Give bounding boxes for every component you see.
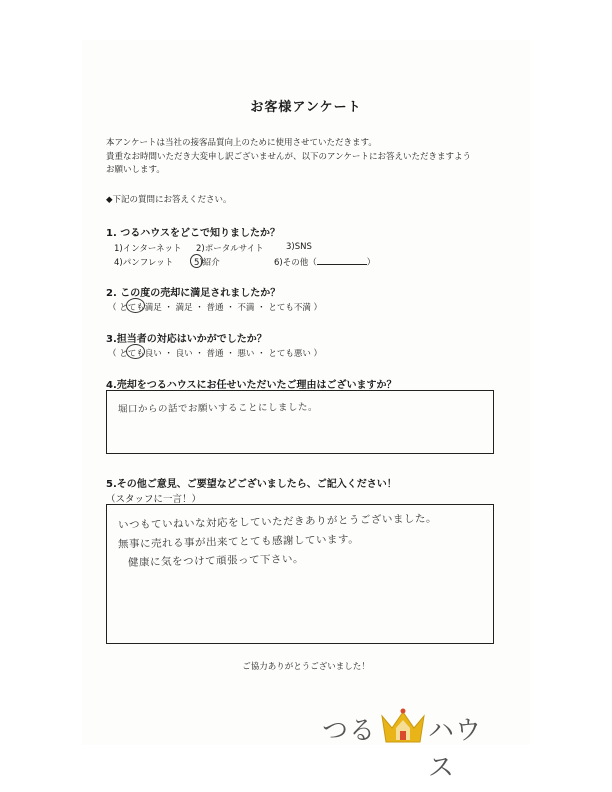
- survey-intro: [106, 137, 516, 178]
- q1-selection-circle: [190, 254, 203, 268]
- intro-line-3: お願いします。: [106, 165, 165, 175]
- company-logo: [318, 704, 498, 783]
- question-4: 4.売却をつるハウスにお任せいただいたご理由はございますか？: [106, 380, 397, 391]
- q1-option-referral[interactable]: 5)紹介: [194, 258, 220, 268]
- crown-house-logo-icon: [378, 706, 428, 746]
- q3-scale[interactable]: （ とても良い ・ 良い ・ 普通 ・ 悪い ・ とても悪い ）: [108, 349, 323, 359]
- q1-option-portal[interactable]: 2)ポータルサイト: [196, 244, 264, 254]
- q1-option-other-close: ）: [366, 258, 376, 268]
- q5-handwritten-line-1: いつもていねいな対応をしていただきありがとうございました。: [117, 512, 438, 532]
- q4-handwritten-answer: 堀口からの話でお願いすることにしました。: [117, 401, 319, 416]
- q1-option-sns[interactable]: 3)SNS: [286, 242, 312, 252]
- question-2: 2. この度の売却に満足されましたか？: [106, 288, 281, 299]
- question-1: 1. つるハウスをどこで知りましたか？: [106, 228, 280, 239]
- q1-other-blank[interactable]: [317, 256, 367, 265]
- question-5: 5.その他ご意見、ご要望などございましたら、ご記入ください！: [106, 479, 397, 490]
- question-5-sub: （スタッフに一言！）: [106, 494, 202, 505]
- q5-handwritten-line-2: 無事に売れる事が出来てとても感謝しています。: [117, 533, 360, 551]
- intro-line-1: 本アンケートは当社の接客品質向上のために使用させていただきます。: [106, 138, 377, 148]
- survey-title: お客様アンケート: [250, 100, 362, 115]
- answer-prompt: ◆下記の質問にお答えください。: [106, 195, 232, 205]
- q2-scale[interactable]: （ とても満足 ・ 満足 ・ 普通 ・ 不満 ・ とても不満 ）: [108, 303, 323, 313]
- q3-selection-circle: [126, 344, 145, 359]
- intro-line-2: 貴重なお時間いただき大変申し訳ございませんが、以下のアンケートにお答えいただきますよう: [106, 151, 471, 162]
- q1-option-pamphlet[interactable]: 4)パンフレット: [114, 258, 174, 268]
- q1-option-other[interactable]: [274, 256, 375, 268]
- logo-text-left: つる: [322, 716, 377, 746]
- q2-selection-circle: [126, 298, 145, 313]
- q1-option-other-label: 6)その他（: [274, 258, 317, 268]
- thanks-message: ご協力ありがとうございました！: [242, 662, 370, 672]
- logo-text-right: ハウス: [428, 716, 483, 783]
- question-3: 3.担当者の対応はいかがでしたか？: [106, 334, 267, 345]
- q1-option-internet[interactable]: 1)インターネット: [114, 244, 182, 254]
- q5-handwritten-line-3: 健康に気をつけて頑張って下さい。: [127, 553, 305, 569]
